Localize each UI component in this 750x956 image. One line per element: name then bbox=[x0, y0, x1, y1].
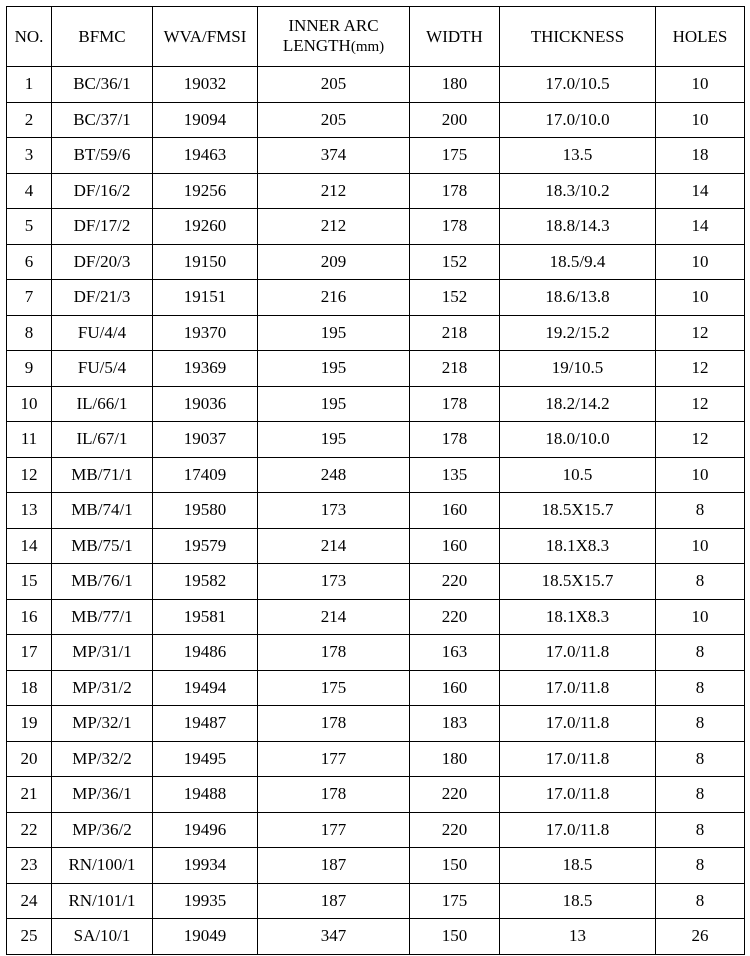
cell-no: 10 bbox=[7, 386, 52, 422]
cell-inner-arc-length: 173 bbox=[258, 493, 410, 529]
cell-inner-arc-length: 212 bbox=[258, 173, 410, 209]
cell-inner-arc-length: 209 bbox=[258, 244, 410, 280]
header-length-text: LENGTH bbox=[282, 36, 351, 55]
cell-width: 200 bbox=[410, 102, 500, 138]
cell-no: 6 bbox=[7, 244, 52, 280]
cell-bfmc: MB/71/1 bbox=[52, 457, 153, 493]
cell-holes: 26 bbox=[656, 919, 745, 955]
cell-no: 21 bbox=[7, 777, 52, 813]
cell-bfmc: MB/74/1 bbox=[52, 493, 153, 529]
table-row bbox=[7, 848, 745, 884]
header-inner-arc-line1: INNER ARC bbox=[288, 16, 379, 35]
cell-no: 25 bbox=[7, 919, 52, 955]
cell-no: 12 bbox=[7, 457, 52, 493]
cell-thickness: 10.5 bbox=[500, 457, 656, 493]
cell-bfmc: BC/36/1 bbox=[52, 67, 153, 103]
header-row bbox=[7, 7, 745, 67]
cell-holes: 8 bbox=[656, 741, 745, 777]
cell-inner-arc-length: 195 bbox=[258, 386, 410, 422]
cell-wva-fmsi: 19260 bbox=[153, 209, 258, 245]
cell-bfmc: MP/31/2 bbox=[52, 670, 153, 706]
cell-bfmc: MB/75/1 bbox=[52, 528, 153, 564]
cell-inner-arc-length: 178 bbox=[258, 635, 410, 671]
cell-inner-arc-length: 187 bbox=[258, 883, 410, 919]
cell-no: 18 bbox=[7, 670, 52, 706]
cell-wva-fmsi: 19049 bbox=[153, 919, 258, 955]
cell-thickness: 17.0/11.8 bbox=[500, 670, 656, 706]
cell-holes: 12 bbox=[656, 422, 745, 458]
spec-sheet bbox=[6, 6, 744, 955]
table-row bbox=[7, 422, 745, 458]
table-row bbox=[7, 706, 745, 742]
header-no: NO. bbox=[7, 7, 52, 67]
cell-wva-fmsi: 19370 bbox=[153, 315, 258, 351]
cell-bfmc: MP/32/2 bbox=[52, 741, 153, 777]
cell-inner-arc-length: 195 bbox=[258, 351, 410, 387]
cell-holes: 8 bbox=[656, 777, 745, 813]
cell-width: 220 bbox=[410, 564, 500, 600]
cell-no: 3 bbox=[7, 138, 52, 174]
cell-holes: 8 bbox=[656, 812, 745, 848]
cell-bfmc: BT/59/6 bbox=[52, 138, 153, 174]
table-row bbox=[7, 386, 745, 422]
cell-inner-arc-length: 178 bbox=[258, 777, 410, 813]
table-row bbox=[7, 812, 745, 848]
header-width: WIDTH bbox=[410, 7, 500, 67]
cell-holes: 10 bbox=[656, 102, 745, 138]
header-bfmc: BFMC bbox=[52, 7, 153, 67]
cell-thickness: 13 bbox=[500, 919, 656, 955]
cell-inner-arc-length: 212 bbox=[258, 209, 410, 245]
cell-thickness: 17.0/11.8 bbox=[500, 812, 656, 848]
table-body bbox=[7, 67, 745, 955]
table-row bbox=[7, 244, 745, 280]
table-row bbox=[7, 315, 745, 351]
cell-width: 175 bbox=[410, 138, 500, 174]
cell-width: 175 bbox=[410, 883, 500, 919]
cell-inner-arc-length: 374 bbox=[258, 138, 410, 174]
cell-inner-arc-length: 177 bbox=[258, 812, 410, 848]
cell-bfmc: FU/5/4 bbox=[52, 351, 153, 387]
cell-wva-fmsi: 17409 bbox=[153, 457, 258, 493]
cell-thickness: 18.6/13.8 bbox=[500, 280, 656, 316]
cell-inner-arc-length: 205 bbox=[258, 67, 410, 103]
cell-bfmc: MP/36/2 bbox=[52, 812, 153, 848]
cell-thickness: 17.0/10.5 bbox=[500, 67, 656, 103]
cell-bfmc: SA/10/1 bbox=[52, 919, 153, 955]
cell-width: 220 bbox=[410, 812, 500, 848]
cell-holes: 8 bbox=[656, 848, 745, 884]
cell-bfmc: MB/77/1 bbox=[52, 599, 153, 635]
cell-width: 152 bbox=[410, 280, 500, 316]
cell-thickness: 18.5 bbox=[500, 883, 656, 919]
cell-holes: 10 bbox=[656, 244, 745, 280]
cell-wva-fmsi: 19582 bbox=[153, 564, 258, 600]
cell-holes: 10 bbox=[656, 280, 745, 316]
cell-wva-fmsi: 19094 bbox=[153, 102, 258, 138]
cell-thickness: 17.0/11.8 bbox=[500, 706, 656, 742]
cell-thickness: 18.1X8.3 bbox=[500, 528, 656, 564]
cell-thickness: 18.1X8.3 bbox=[500, 599, 656, 635]
cell-width: 160 bbox=[410, 493, 500, 529]
cell-inner-arc-length: 195 bbox=[258, 315, 410, 351]
cell-inner-arc-length: 214 bbox=[258, 528, 410, 564]
cell-bfmc: MP/32/1 bbox=[52, 706, 153, 742]
cell-bfmc: DF/20/3 bbox=[52, 244, 153, 280]
header-holes: HOLES bbox=[656, 7, 745, 67]
cell-wva-fmsi: 19486 bbox=[153, 635, 258, 671]
cell-inner-arc-length: 214 bbox=[258, 599, 410, 635]
cell-no: 9 bbox=[7, 351, 52, 387]
cell-holes: 8 bbox=[656, 670, 745, 706]
cell-holes: 8 bbox=[656, 883, 745, 919]
cell-width: 178 bbox=[410, 422, 500, 458]
cell-holes: 8 bbox=[656, 564, 745, 600]
cell-holes: 18 bbox=[656, 138, 745, 174]
cell-wva-fmsi: 19580 bbox=[153, 493, 258, 529]
cell-inner-arc-length: 173 bbox=[258, 564, 410, 600]
cell-bfmc: DF/21/3 bbox=[52, 280, 153, 316]
cell-wva-fmsi: 19579 bbox=[153, 528, 258, 564]
cell-width: 220 bbox=[410, 599, 500, 635]
cell-thickness: 18.2/14.2 bbox=[500, 386, 656, 422]
table-row bbox=[7, 883, 745, 919]
table-row bbox=[7, 919, 745, 955]
cell-wva-fmsi: 19494 bbox=[153, 670, 258, 706]
cell-wva-fmsi: 19935 bbox=[153, 883, 258, 919]
cell-width: 152 bbox=[410, 244, 500, 280]
cell-no: 2 bbox=[7, 102, 52, 138]
cell-no: 5 bbox=[7, 209, 52, 245]
cell-wva-fmsi: 19151 bbox=[153, 280, 258, 316]
cell-thickness: 18.0/10.0 bbox=[500, 422, 656, 458]
header-wva-fmsi: WVA/FMSI bbox=[153, 7, 258, 67]
cell-no: 13 bbox=[7, 493, 52, 529]
cell-width: 178 bbox=[410, 386, 500, 422]
cell-thickness: 18.8/14.3 bbox=[500, 209, 656, 245]
table-row bbox=[7, 635, 745, 671]
cell-no: 24 bbox=[7, 883, 52, 919]
cell-holes: 10 bbox=[656, 528, 745, 564]
cell-width: 178 bbox=[410, 209, 500, 245]
cell-inner-arc-length: 216 bbox=[258, 280, 410, 316]
cell-thickness: 17.0/11.8 bbox=[500, 635, 656, 671]
cell-inner-arc-length: 205 bbox=[258, 102, 410, 138]
header-unit-text: (mm) bbox=[350, 39, 385, 55]
cell-no: 1 bbox=[7, 67, 52, 103]
cell-bfmc: MB/76/1 bbox=[52, 564, 153, 600]
cell-width: 180 bbox=[410, 741, 500, 777]
cell-inner-arc-length: 178 bbox=[258, 706, 410, 742]
cell-bfmc: RN/100/1 bbox=[52, 848, 153, 884]
cell-thickness: 17.0/11.8 bbox=[500, 741, 656, 777]
cell-no: 7 bbox=[7, 280, 52, 316]
cell-wva-fmsi: 19032 bbox=[153, 67, 258, 103]
table-row bbox=[7, 741, 745, 777]
cell-bfmc: DF/16/2 bbox=[52, 173, 153, 209]
cell-thickness: 17.0/11.8 bbox=[500, 777, 656, 813]
table-row bbox=[7, 138, 745, 174]
table-row bbox=[7, 457, 745, 493]
cell-width: 135 bbox=[410, 457, 500, 493]
cell-holes: 12 bbox=[656, 315, 745, 351]
cell-wva-fmsi: 19487 bbox=[153, 706, 258, 742]
cell-inner-arc-length: 177 bbox=[258, 741, 410, 777]
table-row bbox=[7, 493, 745, 529]
cell-wva-fmsi: 19150 bbox=[153, 244, 258, 280]
cell-width: 220 bbox=[410, 777, 500, 813]
cell-thickness: 13.5 bbox=[500, 138, 656, 174]
cell-thickness: 18.5X15.7 bbox=[500, 493, 656, 529]
brake-lining-spec-table bbox=[6, 6, 745, 955]
cell-thickness: 19.2/15.2 bbox=[500, 315, 656, 351]
cell-inner-arc-length: 248 bbox=[258, 457, 410, 493]
cell-thickness: 19/10.5 bbox=[500, 351, 656, 387]
cell-thickness: 18.5/9.4 bbox=[500, 244, 656, 280]
cell-bfmc: DF/17/2 bbox=[52, 209, 153, 245]
cell-width: 218 bbox=[410, 315, 500, 351]
cell-no: 16 bbox=[7, 599, 52, 635]
header-inner-arc-line2 bbox=[258, 36, 409, 57]
table-row bbox=[7, 280, 745, 316]
cell-bfmc: IL/66/1 bbox=[52, 386, 153, 422]
cell-wva-fmsi: 19934 bbox=[153, 848, 258, 884]
cell-width: 160 bbox=[410, 528, 500, 564]
cell-inner-arc-length: 347 bbox=[258, 919, 410, 955]
cell-inner-arc-length: 175 bbox=[258, 670, 410, 706]
table-row bbox=[7, 777, 745, 813]
cell-wva-fmsi: 19037 bbox=[153, 422, 258, 458]
table-row bbox=[7, 173, 745, 209]
cell-bfmc: IL/67/1 bbox=[52, 422, 153, 458]
cell-holes: 14 bbox=[656, 209, 745, 245]
cell-thickness: 18.3/10.2 bbox=[500, 173, 656, 209]
cell-width: 180 bbox=[410, 67, 500, 103]
cell-width: 150 bbox=[410, 848, 500, 884]
cell-holes: 12 bbox=[656, 386, 745, 422]
table-row bbox=[7, 564, 745, 600]
cell-inner-arc-length: 195 bbox=[258, 422, 410, 458]
cell-no: 11 bbox=[7, 422, 52, 458]
header-thickness: THICKNESS bbox=[500, 7, 656, 67]
cell-thickness: 17.0/10.0 bbox=[500, 102, 656, 138]
cell-no: 19 bbox=[7, 706, 52, 742]
cell-holes: 8 bbox=[656, 493, 745, 529]
cell-holes: 10 bbox=[656, 457, 745, 493]
table-row bbox=[7, 599, 745, 635]
cell-bfmc: MP/31/1 bbox=[52, 635, 153, 671]
cell-width: 218 bbox=[410, 351, 500, 387]
cell-holes: 12 bbox=[656, 351, 745, 387]
cell-bfmc: MP/36/1 bbox=[52, 777, 153, 813]
cell-no: 8 bbox=[7, 315, 52, 351]
cell-thickness: 18.5X15.7 bbox=[500, 564, 656, 600]
cell-bfmc: FU/4/4 bbox=[52, 315, 153, 351]
cell-wva-fmsi: 19463 bbox=[153, 138, 258, 174]
table-row bbox=[7, 209, 745, 245]
cell-width: 178 bbox=[410, 173, 500, 209]
cell-width: 160 bbox=[410, 670, 500, 706]
cell-holes: 10 bbox=[656, 599, 745, 635]
cell-width: 150 bbox=[410, 919, 500, 955]
table-row bbox=[7, 102, 745, 138]
cell-no: 17 bbox=[7, 635, 52, 671]
table-row bbox=[7, 351, 745, 387]
table-row bbox=[7, 67, 745, 103]
cell-no: 4 bbox=[7, 173, 52, 209]
cell-wva-fmsi: 19369 bbox=[153, 351, 258, 387]
cell-no: 20 bbox=[7, 741, 52, 777]
cell-wva-fmsi: 19495 bbox=[153, 741, 258, 777]
cell-inner-arc-length: 187 bbox=[258, 848, 410, 884]
table-header bbox=[7, 7, 745, 67]
table-row bbox=[7, 528, 745, 564]
cell-holes: 10 bbox=[656, 67, 745, 103]
cell-wva-fmsi: 19488 bbox=[153, 777, 258, 813]
cell-width: 163 bbox=[410, 635, 500, 671]
table-row bbox=[7, 670, 745, 706]
cell-holes: 14 bbox=[656, 173, 745, 209]
cell-width: 183 bbox=[410, 706, 500, 742]
cell-wva-fmsi: 19581 bbox=[153, 599, 258, 635]
cell-wva-fmsi: 19256 bbox=[153, 173, 258, 209]
cell-thickness: 18.5 bbox=[500, 848, 656, 884]
cell-wva-fmsi: 19036 bbox=[153, 386, 258, 422]
cell-bfmc: RN/101/1 bbox=[52, 883, 153, 919]
cell-no: 23 bbox=[7, 848, 52, 884]
cell-holes: 8 bbox=[656, 706, 745, 742]
cell-holes: 8 bbox=[656, 635, 745, 671]
header-inner-arc-length bbox=[258, 7, 410, 67]
cell-bfmc: BC/37/1 bbox=[52, 102, 153, 138]
cell-wva-fmsi: 19496 bbox=[153, 812, 258, 848]
cell-no: 15 bbox=[7, 564, 52, 600]
cell-no: 14 bbox=[7, 528, 52, 564]
cell-no: 22 bbox=[7, 812, 52, 848]
